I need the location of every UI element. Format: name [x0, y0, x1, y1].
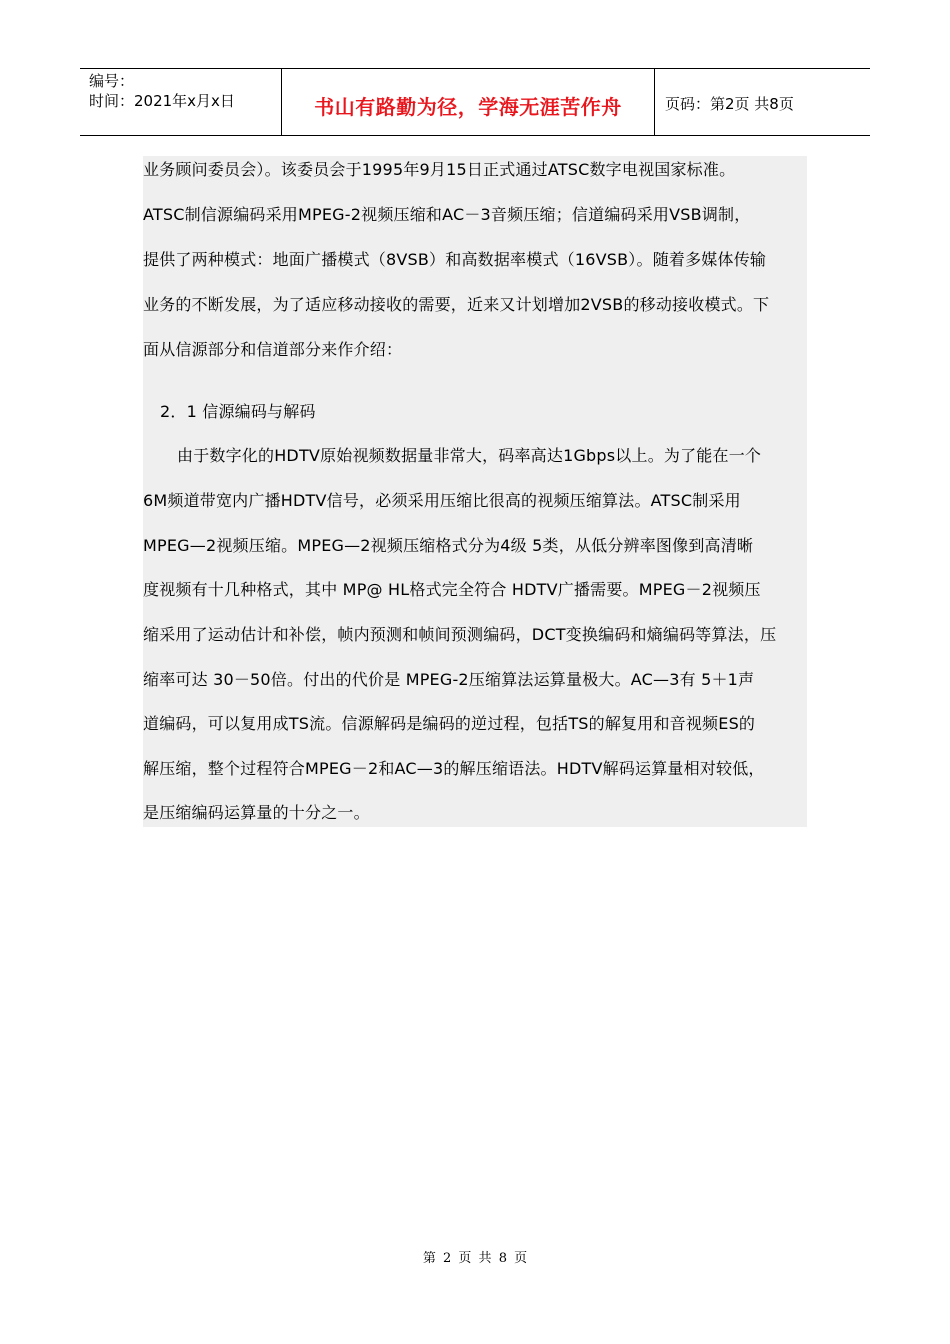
- header-meta-cell: [80, 69, 281, 135]
- body-line: 业务顾问委员会）。该委员会于1995年9月15日正式通过ATSC数字电视国家标准。: [143, 160, 736, 179]
- body-line: 道编码，可以复用成TS流。信源解码是编码的逆过程，包括TS的解复用和音视频ES的: [143, 714, 756, 733]
- page-number-label: 页码：第2页 共8页: [665, 95, 794, 113]
- body-line: 解压缩，整个过程符合MPEG－2和AC—3的解压缩语法。HDTV解码运算量相对较低，: [143, 759, 765, 778]
- body-line: 度视频有十几种格式，其中 MP@ HL格式完全符合 HDTV广播需要。MPEG－2视频压: [143, 580, 761, 599]
- body-line: 是压缩编码运算量的十分之一。: [143, 803, 370, 822]
- body-text-block: [143, 156, 807, 827]
- body-line: 提供了两种模式：地面广播模式（8VSB）和高数据率模式（16VSB）。随着多媒体传输: [143, 250, 767, 269]
- motto-text: 书山有路勤为径，学海无涯苦作舟: [314, 95, 622, 119]
- body-line: 6M频道带宽内广播HDTV信号，必须采用压缩比很高的视频压缩算法。ATSC制采用: [143, 491, 741, 510]
- date-label: 时间：2021年x月x日: [89, 92, 235, 110]
- body-line: 由于数字化的HDTV原始视频数据量非常大，码率高达1Gbps以上。为了能在一个: [177, 446, 762, 465]
- header-page-cell: [655, 69, 870, 135]
- page-header: [80, 68, 870, 136]
- body-line: MPEG—2视频压缩。MPEG—2视频压缩格式分为4级 5类，从低分辨率图像到高清晰: [143, 536, 754, 555]
- page-footer: 第 2 页 共 8 页: [422, 1251, 528, 1266]
- header-motto-cell: [281, 69, 655, 135]
- body-line: 业务的不断发展，为了适应移动接收的需要，近来又计划增加2VSB的移动接收模式。下: [143, 295, 770, 314]
- body-line: 缩率可达 30－50倍。付出的代价是 MPEG-2压缩算法运算量极大。AC—3有 5＋1声: [143, 670, 755, 689]
- section-heading: 2．1 信源编码与解码: [160, 402, 316, 421]
- number-label: 编号：: [89, 72, 135, 90]
- body-line: 缩采用了运动估计和补偿，帧内预测和帧间预测编码，DCT变换编码和熵编码等算法，压: [143, 625, 777, 644]
- body-line: ATSC制信源编码采用MPEG-2视频压缩和AC－3音频压缩；信道编码采用VSB调制，: [143, 205, 751, 224]
- body-line: 面从信源部分和信道部分来作介绍：: [143, 340, 403, 359]
